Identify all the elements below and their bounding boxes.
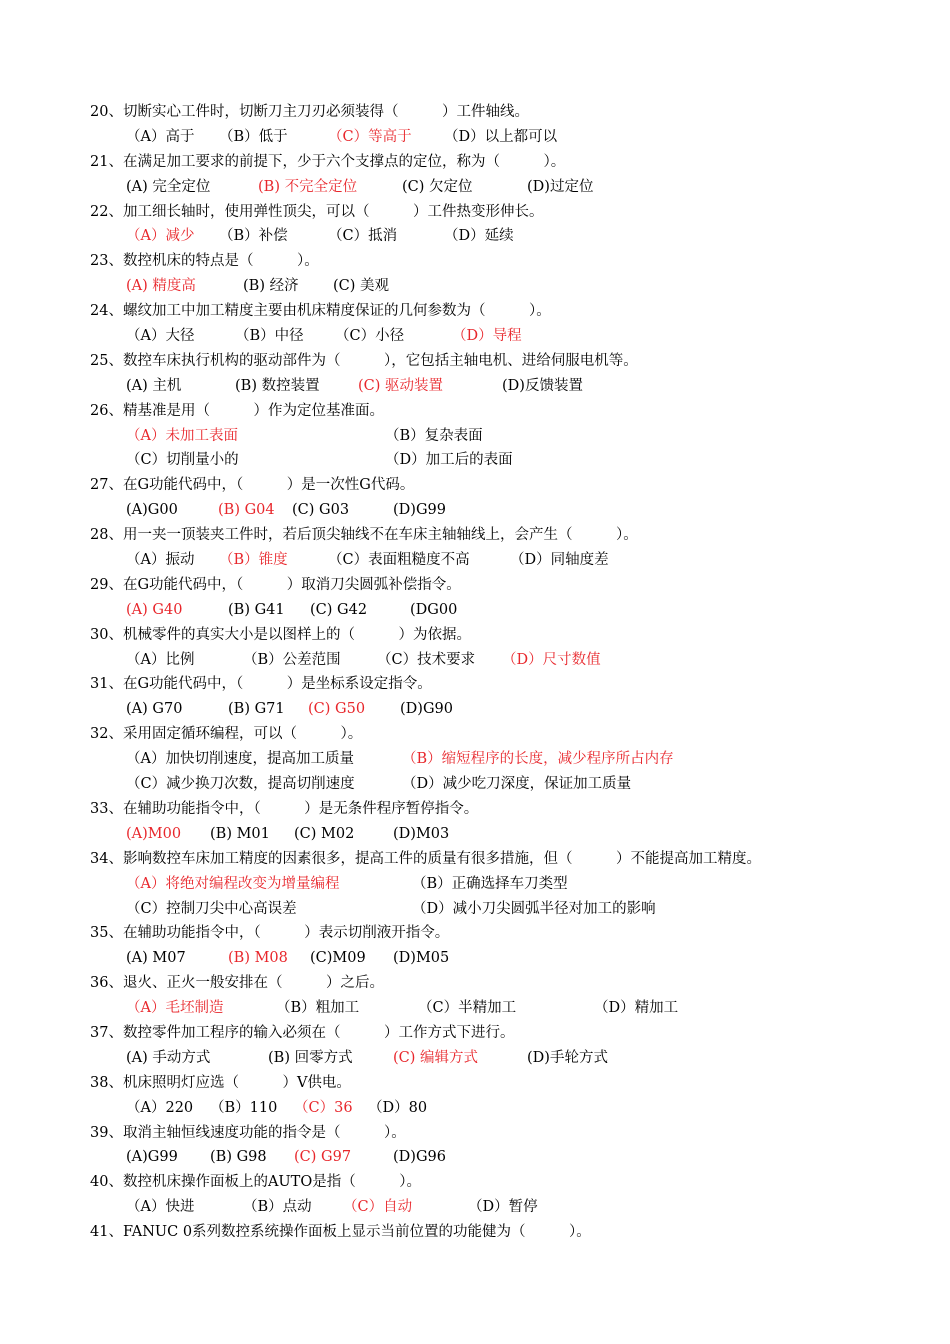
answer-option: (A) G70 [126, 701, 183, 718]
answer-option: （D）减少吃刀深度，保证加工质量 [402, 776, 632, 793]
answer-option: (A) 手动方式 [126, 1049, 211, 1066]
answer-option: （C）减少换刀次数，提高切削速度 [126, 776, 355, 793]
answer-option: （C）半精加工 [418, 1000, 517, 1017]
answer-option: （A）大径 [126, 328, 195, 345]
answer-option: （B）110 [210, 1099, 278, 1116]
question-text: 23、数控机床的特点是（ ）。 [90, 253, 319, 270]
options-row [0, 175, 950, 200]
correct-answer-option: (C) G50 [308, 701, 366, 718]
answer-option: (B) 经济 [243, 278, 299, 295]
question-text: 25、数控车床执行机构的驱动部件为（ ），它包括主轴电机、进给伺服电机等。 [90, 352, 638, 369]
answer-option: （D）延续 [444, 228, 514, 245]
options-row [0, 498, 950, 523]
answer-option: （B）公差范围 [243, 651, 341, 668]
answer-option: (C) G42 [310, 601, 368, 618]
answer-option: （C）小径 [335, 328, 405, 345]
correct-answer-option: （A）毛坯制造 [126, 1000, 224, 1017]
question-text: 33、在辅助功能指令中，（ ）是无条件程序暂停指令。 [90, 800, 479, 817]
options-row [0, 224, 950, 249]
answer-option: （D）减小刀尖圆弧半径对加工的影响 [412, 900, 656, 917]
correct-answer-option: （C）等高于 [328, 128, 412, 145]
correct-answer-option: （A）未加工表面 [126, 427, 238, 444]
options-row [0, 274, 950, 299]
question-text: 24、螺纹加工中加工精度主要由机床精度保证的几何参数为（ ）。 [90, 303, 551, 320]
answer-option: (DG00 [410, 601, 458, 618]
answer-option: （A）高于 [126, 128, 195, 145]
answer-option: (D)G99 [393, 502, 446, 519]
correct-answer-option: (B) 不完全定位 [258, 178, 358, 195]
correct-answer-option: (C) G97 [294, 1149, 352, 1166]
question-text: 28、用一夹一顶装夹工件时，若后顶尖轴线不在车床主轴轴线上，会产生（ ）。 [90, 527, 638, 544]
answer-option: （C）控制刀尖中心高误差 [126, 900, 297, 917]
question-text: 22、加工细长轴时，使用弹性顶尖，可以（ ）工件热变形伸长。 [90, 203, 544, 220]
answer-option: (B) G71 [228, 701, 285, 718]
answer-option: （B）点动 [243, 1199, 312, 1216]
answer-option: (B) 数控装置 [235, 377, 320, 394]
answer-option: （A）比例 [126, 651, 195, 668]
answer-option: (C) 欠定位 [402, 178, 473, 195]
answer-option: （B）中径 [235, 328, 304, 345]
answer-option: （B）正确选择车刀类型 [412, 875, 568, 892]
correct-answer-option: (A)M00 [126, 825, 182, 842]
options-row [0, 996, 950, 1021]
options-row [0, 872, 950, 897]
answer-option: （A）快进 [126, 1199, 195, 1216]
question-text: 32、采用固定循环编程，可以（ ）。 [90, 726, 363, 743]
options-row [0, 448, 950, 473]
answer-option: （D）80 [368, 1099, 428, 1116]
correct-answer-option: （C）36 [294, 1099, 353, 1116]
options-row [0, 598, 950, 623]
question-text: 41、FANUC 0系列数控系统操作面板上显示当前位置的功能健为（ ）。 [90, 1224, 591, 1241]
answer-option: （D）以上都可以 [444, 128, 558, 145]
options-row [0, 125, 950, 150]
answer-option: (D)M05 [393, 950, 450, 967]
question-text: 20、切断实心工件时，切断刀主刀刃必须装得（ ）工件轴线。 [90, 104, 529, 120]
answer-option: (B) 回零方式 [268, 1049, 353, 1066]
answer-option: (A) M07 [126, 950, 186, 967]
answer-option: （A）振动 [126, 552, 195, 569]
question-text: 36、退火、正火一般安排在（ ）之后。 [90, 975, 384, 992]
answer-option: (C) M02 [294, 825, 355, 842]
answer-option: （C）抵消 [328, 228, 398, 245]
options-row [0, 1195, 950, 1220]
options-row [0, 772, 950, 797]
answer-option: （D）暂停 [468, 1199, 538, 1216]
question-text: 34、影响数控车床加工精度的因素很多，提高工件的质量有很多措施，但（ ）不能提高加工精度。 [90, 850, 761, 867]
correct-answer-option: （A）将绝对编程改变为增量编程 [126, 875, 340, 892]
correct-answer-option: (B) G04 [218, 502, 275, 519]
question-text: 39、取消主轴恒线速度功能的指令是（ ）。 [90, 1124, 406, 1141]
question-sheet [0, 100, 950, 1245]
answer-option: （B）复杂表面 [385, 427, 483, 444]
correct-answer-option: (A) 精度高 [126, 278, 196, 295]
question-text: 21、在满足加工要求的前提下，少于六个支撑点的定位，称为（ ）。 [90, 153, 566, 170]
options-row [0, 697, 950, 722]
options-row [0, 374, 950, 399]
options-row [0, 897, 950, 922]
answer-option: (C)M09 [310, 950, 366, 967]
options-row [0, 1046, 950, 1071]
answer-option: （A）加快切削速度，提高加工质量 [126, 751, 354, 768]
question-text: 40、数控机床操作面板上的AUTO是指（ ）。 [90, 1174, 421, 1191]
options-row [0, 1145, 950, 1170]
correct-answer-option: (A) G40 [126, 601, 183, 618]
answer-option: （A）220 [126, 1099, 194, 1116]
correct-answer-option: （B）缩短程序的长度，减少程序所占内存 [402, 751, 674, 768]
options-row [0, 946, 950, 971]
correct-answer-option: （D）导程 [452, 328, 522, 345]
answer-option: （D）同轴度差 [510, 552, 609, 569]
options-row [0, 648, 950, 673]
question-text: 30、机械零件的真实大小是以图样上的（ ）为依据。 [90, 626, 471, 643]
answer-option: （C）表面粗糙度不高 [328, 552, 470, 569]
answer-option: （B）低于 [219, 128, 288, 145]
question-text: 27、在G功能代码中，（ ）是一次性G代码。 [90, 477, 415, 494]
question-text: 29、在G功能代码中，（ ）取消刀尖圆弧补偿指令。 [90, 576, 461, 593]
answer-option: (D)G90 [400, 701, 453, 718]
correct-answer-option: （C）自动 [343, 1199, 413, 1216]
question-text: 38、机床照明灯应选（ ）V供电。 [90, 1074, 351, 1091]
answer-option: (D)M03 [393, 825, 450, 842]
options-row [0, 324, 950, 349]
correct-answer-option: （B）锥度 [219, 552, 288, 569]
answer-option: (A)G00 [126, 502, 178, 519]
answer-option: (B) M01 [210, 825, 270, 842]
correct-answer-option: （A）减少 [126, 228, 195, 245]
options-row [0, 747, 950, 772]
options-row [0, 822, 950, 847]
answer-option: (B) G98 [210, 1149, 267, 1166]
answer-option: (A)G99 [126, 1149, 178, 1166]
correct-answer-option: (B) M08 [228, 950, 288, 967]
correct-answer-option: (C) 驱动装置 [358, 377, 444, 394]
correct-answer-option: （D）尺寸数值 [502, 651, 601, 668]
answer-option: (D)反馈装置 [502, 377, 583, 394]
answer-option: （C）切削量小的 [126, 452, 239, 469]
answer-option: （B）粗加工 [276, 1000, 360, 1017]
answer-option: (C) 美观 [333, 278, 390, 295]
answer-option: (C) G03 [292, 502, 350, 519]
correct-answer-option: (C) 编辑方式 [393, 1049, 479, 1066]
answer-option: （C）技术要求 [377, 651, 476, 668]
answer-option: （B）补偿 [219, 228, 288, 245]
options-row [0, 424, 950, 449]
answer-option: (D)过定位 [527, 178, 594, 195]
question-text: 26、精基准是用（ ）作为定位基准面。 [90, 402, 384, 419]
answer-option: (D)G96 [393, 1149, 446, 1166]
question-text: 31、在G功能代码中，（ ）是坐标系设定指令。 [90, 676, 432, 693]
question-text: 37、数控零件加工程序的输入必须在（ ）工作方式下进行。 [90, 1024, 515, 1041]
answer-option: (D)手轮方式 [527, 1049, 608, 1066]
options-row [0, 1096, 950, 1121]
answer-option: （D）加工后的表面 [385, 452, 513, 469]
answer-option: (A) 完全定位 [126, 178, 211, 195]
answer-option: （D）精加工 [594, 1000, 679, 1017]
options-row [0, 548, 950, 573]
answer-option: (B) G41 [228, 601, 285, 618]
question-text: 35、在辅助功能指令中，（ ）表示切削液开指令。 [90, 925, 450, 942]
answer-option: (A) 主机 [126, 377, 182, 394]
